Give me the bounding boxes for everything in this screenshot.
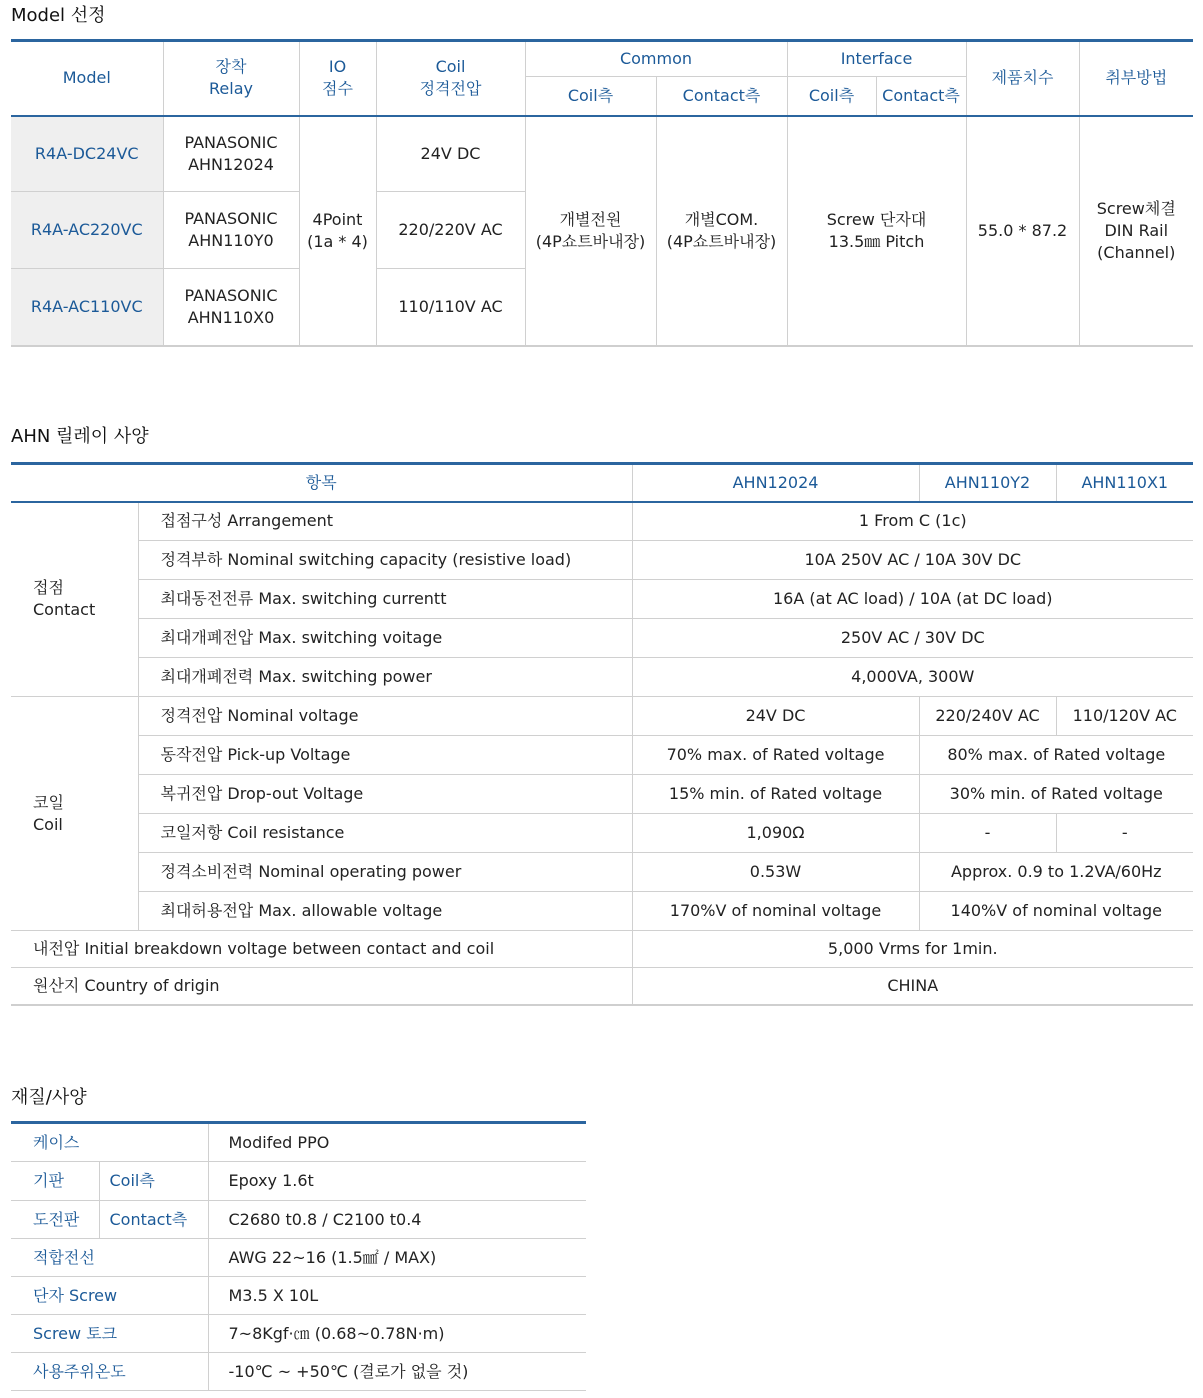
material-value: -10℃ ~ +50℃ (결로가 없을 것) (208, 1353, 586, 1391)
spec-item: 복귀전압 Drop-out Voltage (138, 775, 632, 814)
coil-voltage: 110/110V AC (376, 269, 525, 346)
group-coil: 코일 Coil (11, 697, 138, 931)
table-row (11, 116, 1193, 192)
coil-voltage: 24V DC (376, 116, 525, 192)
table-row (11, 1353, 586, 1391)
table-row (11, 892, 1193, 931)
header-relay: 장착 Relay (163, 41, 299, 116)
spec-value: 250V AC / 30V DC (632, 619, 1193, 658)
spec-value: 80% max. of Rated voltage (919, 736, 1193, 775)
spec-item: 최대허용전압 Max. allowable voltage (138, 892, 632, 931)
header-ahn12024: AHN12024 (632, 464, 919, 502)
table-row (11, 697, 1193, 736)
common-coil-value: 개별전원 (4P쇼트바내장) (525, 116, 656, 346)
spec-item: 내전압 Initial breakdown voltage between contact and coil (11, 931, 632, 968)
material-label: Screw 토크 (11, 1315, 208, 1353)
table-row (11, 1315, 586, 1353)
spec-value: 30% min. of Rated voltage (919, 775, 1193, 814)
table-row (11, 1123, 586, 1162)
relay-spec-title: AHN 릴레이 사양 (11, 426, 149, 447)
header-item: 항목 (11, 464, 632, 502)
mount-value: Screw체결 DIN Rail (Channel) (1079, 116, 1193, 346)
table-row (11, 502, 1193, 541)
header-common-coil: Coil측 (525, 77, 656, 116)
model-name: R4A-DC24VC (11, 116, 163, 192)
table-row (11, 931, 1193, 968)
header-common: Common (525, 41, 787, 77)
table-row (11, 658, 1193, 697)
spec-value: 5,000 Vrms for 1min. (632, 931, 1193, 968)
header-model: Model (11, 41, 163, 116)
common-contact-value: 개별COM. (4P쇼트바내장) (656, 116, 787, 346)
header-interface-coil: Coil측 (787, 77, 876, 116)
material-value: 7~8Kgf·㎝ (0.68~0.78N·m) (208, 1315, 586, 1353)
spec-item: 원산지 Country of drigin (11, 968, 632, 1005)
table-row (11, 775, 1193, 814)
material-value: Epoxy 1.6t (208, 1162, 586, 1201)
relay-cell: PANASONIC AHN110Y0 (163, 192, 299, 269)
spec-item: 정격소비전력 Nominal operating power (138, 853, 632, 892)
table-row (11, 619, 1193, 658)
material-value: M3.5 X 10L (208, 1277, 586, 1315)
spec-value: Approx. 0.9 to 1.2VA/60Hz (919, 853, 1193, 892)
spec-value: - (1056, 814, 1193, 853)
material-sublabel: Coil측 (99, 1162, 208, 1201)
header-interface: Interface (787, 41, 966, 77)
spec-item: 접점구성 Arrangement (138, 502, 632, 541)
spec-value: CHINA (887, 975, 939, 995)
spec-item: 최대개폐전력 Max. switching power (138, 658, 632, 697)
spec-item: 코일저항 Coil resistance (138, 814, 632, 853)
spec-item: 정격전압 Nominal voltage (138, 697, 632, 736)
spec-value: 1,090Ω (632, 814, 919, 853)
spec-value: 0.53W (632, 853, 919, 892)
spec-value: 10A 250V AC / 10A 30V DC (632, 541, 1193, 580)
spec-value: - (919, 814, 1056, 853)
table-row (11, 1162, 586, 1201)
relay-spec-table (11, 462, 1193, 1006)
spec-value: 1 From C (1c) (632, 502, 1193, 541)
group-contact: 접점 Contact (11, 502, 138, 697)
table-row (11, 968, 1193, 1005)
spec-value: 4,000VA, 300W (632, 658, 1193, 697)
model-selection-table (11, 39, 1193, 347)
model-selection-title: Model 선정 (11, 5, 106, 26)
table-row (11, 580, 1193, 619)
header-common-contact: Contact측 (656, 77, 787, 116)
spec-value: 24V DC (632, 697, 919, 736)
interface-value: Screw 단자대 13.5㎜ Pitch (787, 116, 966, 346)
material-label: 도전판 (11, 1201, 99, 1239)
model-name: R4A-AC110VC (11, 269, 163, 346)
table-row (11, 736, 1193, 775)
spec-value: 220/240V AC (919, 697, 1056, 736)
spec-value: 15% min. of Rated voltage (632, 775, 919, 814)
table-row (11, 541, 1193, 580)
spec-value: 110/120V AC (1056, 697, 1193, 736)
table-row (11, 1239, 586, 1277)
header-coil-voltage: Coil 정격전압 (376, 41, 525, 116)
header-interface-contact: Contact측 (876, 77, 966, 116)
spec-item: 최대개폐전압 Max. switching voitage (138, 619, 632, 658)
coil-voltage: 220/220V AC (376, 192, 525, 269)
material-value: AWG 22~16 (1.5㎟ / MAX) (208, 1239, 586, 1277)
spec-item: 동작전압 Pick-up Voltage (138, 736, 632, 775)
material-spec-table (11, 1121, 586, 1391)
table-row (11, 1201, 586, 1239)
relay-cell: PANASONIC AHN110X0 (163, 269, 299, 346)
spec-item: 정격부하 Nominal switching capacity (resistive load) (138, 541, 632, 580)
material-sublabel: Contact측 (99, 1201, 208, 1239)
relay-cell: PANASONIC AHN12024 (163, 116, 299, 192)
table-row (11, 1277, 586, 1315)
spec-value: 16A (at AC load) / 10A (at DC load) (632, 580, 1193, 619)
io-points: 4Point (1a * 4) (299, 116, 376, 346)
material-label: 단자 Screw (11, 1277, 208, 1315)
header-io: IO 점수 (299, 41, 376, 116)
material-label: 기판 (11, 1162, 99, 1201)
model-name: R4A-AC220VC (11, 192, 163, 269)
table-row (11, 814, 1193, 853)
material-label: 케이스 (11, 1123, 208, 1162)
material-spec-title: 재질/사양 (11, 1087, 87, 1108)
header-ahn110y2: AHN110Y2 (919, 464, 1056, 502)
spec-value: 140%V of nominal voltage (919, 892, 1193, 931)
header-ahn110x1: AHN110X1 (1056, 464, 1193, 502)
header-size: 제품치수 (966, 41, 1079, 116)
material-label: 사용주위온도 (11, 1353, 208, 1391)
header-mount: 취부방법 (1105, 68, 1168, 88)
size-value: 55.0 * 87.2 (966, 116, 1079, 346)
material-label: 적합전선 (11, 1239, 208, 1277)
table-row (11, 853, 1193, 892)
material-value: C2680 t0.8 / C2100 t0.4 (208, 1201, 586, 1239)
spec-item: 최대동전전류 Max. switching currentt (138, 580, 632, 619)
spec-value: 70% max. of Rated voltage (632, 736, 919, 775)
spec-value: 170%V of nominal voltage (632, 892, 919, 931)
material-value: Modifed PPO (208, 1123, 586, 1162)
